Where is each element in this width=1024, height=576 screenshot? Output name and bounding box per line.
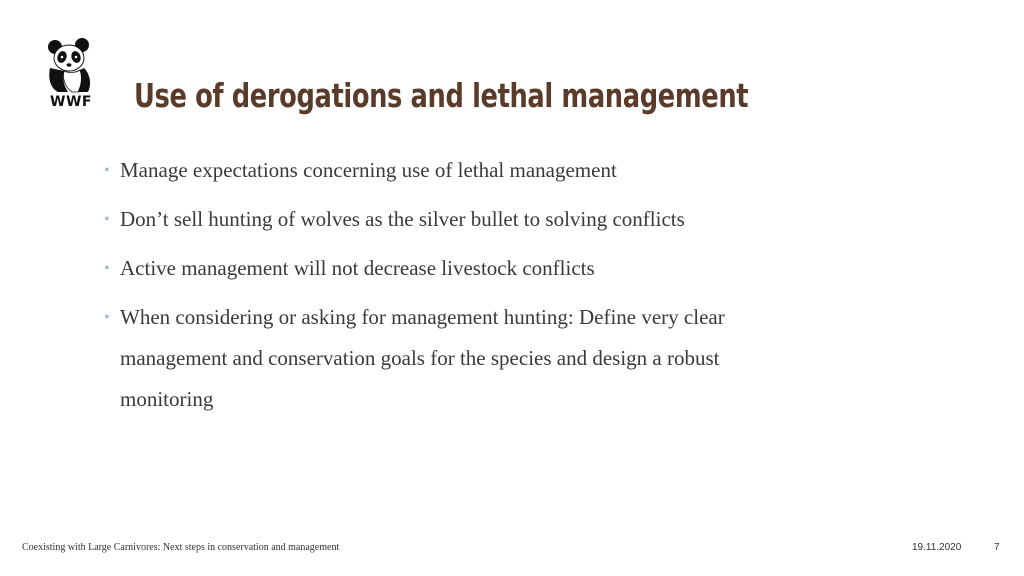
panda-icon (44, 38, 98, 94)
bullet-dot-icon: • (104, 162, 110, 179)
bullet-dot-icon: • (104, 211, 110, 228)
bullet-text: Don’t sell hunting of wolves as the silver bullet to solving conflicts (120, 207, 685, 231)
bullet-item (104, 199, 804, 240)
slide-title: Use of derogations and lethal management (134, 76, 749, 115)
bullet-dot-icon: • (104, 309, 110, 326)
bullet-item (104, 150, 804, 191)
page-number: 7 (994, 542, 1000, 553)
bullet-item (104, 248, 804, 289)
bullet-list (104, 150, 804, 428)
footer-text: Coexisting with Large Carnivores: Next steps in conservation and management (22, 542, 340, 553)
bullet-text: When considering or asking for management hunting: Define very clear management and conservation goals for the species and design a robust monitoring (120, 305, 725, 411)
bullet-text: Manage expectations concerning use of lethal management (120, 158, 617, 182)
bullet-text: Active management will not decrease livestock conflicts (120, 256, 595, 280)
bullet-item (104, 297, 804, 420)
bullet-dot-icon: • (104, 260, 110, 277)
wwf-logo-text: WWF (50, 94, 92, 110)
footer-date: 19.11.2020 (912, 542, 962, 553)
wwf-logo (44, 38, 98, 112)
